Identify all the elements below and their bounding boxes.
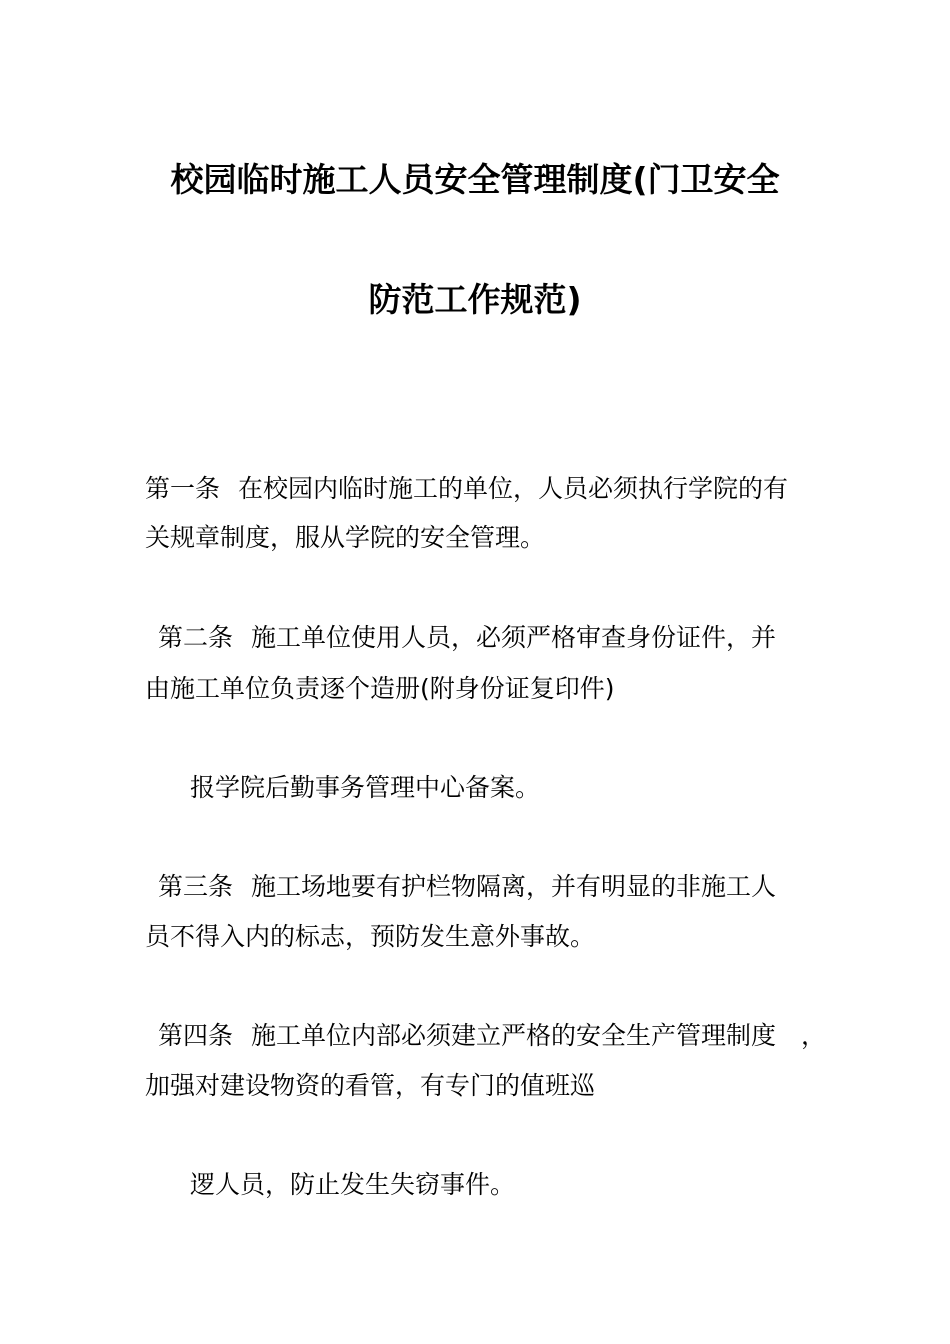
article-2-line-3: 报学院后勤事务管理中心备案。	[190, 773, 541, 802]
article-3-line-1	[158, 870, 776, 904]
article-2-line-2: 由施工单位负责逐个造册(附身份证复印件)	[145, 674, 615, 703]
article-4-line-2: 加强对建设物资的看管，有专门的值班巡	[145, 1071, 596, 1100]
article-2-label: 第二条	[158, 623, 234, 652]
article-1-label: 第一条	[145, 474, 221, 503]
article-3-line-2: 员不得入内的标志，预防发生意外事故。	[145, 922, 596, 951]
article-4-label: 第四条	[158, 1021, 234, 1050]
article-4-line-3: 逻人员，防止发生失窃事件。	[190, 1170, 516, 1199]
document-title-line-2: 防范工作规范)	[368, 280, 582, 319]
article-3-text-1: 施工场地要有护栏物隔离，并有明显的非施工人	[251, 872, 777, 901]
article-2-line-1	[158, 621, 776, 655]
article-1-line-1	[145, 472, 788, 506]
article-4-line-1	[158, 1019, 826, 1053]
article-2-text-1: 施工单位使用人员，必须严格审查身份证件，并	[251, 623, 777, 652]
article-3-label: 第三条	[158, 872, 234, 901]
article-1-text-1: 在校园内临时施工的单位，人员必须执行学院的有	[238, 474, 789, 503]
article-4-text-1: 施工单位内部必须建立严格的安全生产管理制度 ，	[251, 1021, 827, 1050]
article-1-line-2: 关规章制度，服从学院的安全管理。	[145, 523, 546, 552]
document-title-line-1: 校园临时施工人员安全管理制度(门卫安全	[170, 160, 780, 199]
